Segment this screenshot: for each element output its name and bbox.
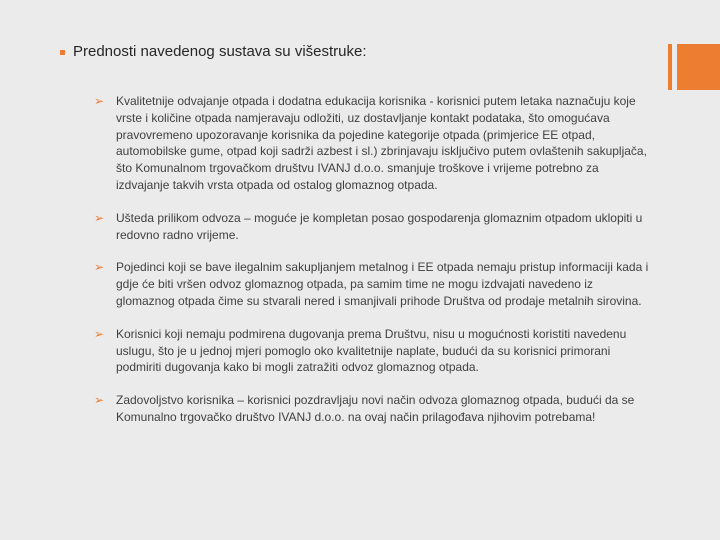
list-item-text: Korisnici koji nemaju podmirena dugovanja prema Društvu, nisu u mogućnosti koristiti navedenu uslugu, što je u jednoj mjeri pomoglo oko kvalitetnije naplate, budući da su korisnici primorani podmiriti dugovanja kako bi mogli zatražiti odvoz glomaznog otpada. xyxy=(116,326,627,375)
list-item xyxy=(94,259,654,309)
list-item xyxy=(94,326,654,376)
list-item xyxy=(94,392,654,426)
list-item-text: Kvalitetnije odvajanje otpada i dodatna edukacija korisnika - korisnici putem letaka naznačuju koje vrste i količine otpada namjeravaju odložiti, uz dostavljanje kontakt podataka, što omogućava pravovremeno upozoravanje korisnika da pojedine kategorije otpada (primjerice EE otpad, automobilske gume, otpad koji sadrži azbest i sl.) zbrinjavaju isključivo putem ovlaštenih sakupljača, što Komunalnom trgovačkom društvu IVANJ d.o.o. smanjuje troškove i vrijeme potrebno za izdvajanje takvih vrsta otpada od ostalog glomaznog otpada. xyxy=(116,94,647,192)
square-bullet-icon xyxy=(60,50,65,55)
arrow-bullet-icon: ➢ xyxy=(94,393,105,408)
arrow-bullet-icon: ➢ xyxy=(94,94,105,108)
arrow-bullet-icon: ➢ xyxy=(94,326,105,341)
list-item xyxy=(94,93,654,194)
list-item-text: Pojedinci koji se bave ilegalnim sakupljanjem metalnog i EE otpada nemaju pristup informaciji kada i gdje će biti vršen odvoz glomaznog otpada, pa samim time ne mogu izdvajati navedeno iz glomaznog otpada čime su stvarali nered i smanjivali prihode Društva od prodaje metalnih sirovina. xyxy=(116,260,649,308)
arrow-bullet-icon: ➢ xyxy=(94,210,105,225)
list-item-text: Ušteda prilikom odvoza – moguće je kompletan posao gospodarenja glomaznim otpadom uklopiti u redovno radno vrijeme. xyxy=(116,210,643,242)
slide-heading xyxy=(60,43,620,61)
list-item xyxy=(94,210,654,244)
list-item-text: Zadovoljstvo korisnika – korisnici pozdravljaju novi način odvoza glomaznog otpada, budući da se Komunalno trgovačko društvo IVANJ d.o.o. na ovaj način prilagođava njihovim potrebama! xyxy=(116,393,635,424)
bullet-list xyxy=(94,93,654,426)
accent-bar-thick xyxy=(677,44,720,90)
heading-text: Prednosti navedenog sustava su višestruke: xyxy=(73,43,367,60)
accent-bar-thin xyxy=(668,44,672,90)
arrow-bullet-icon: ➢ xyxy=(94,260,105,275)
